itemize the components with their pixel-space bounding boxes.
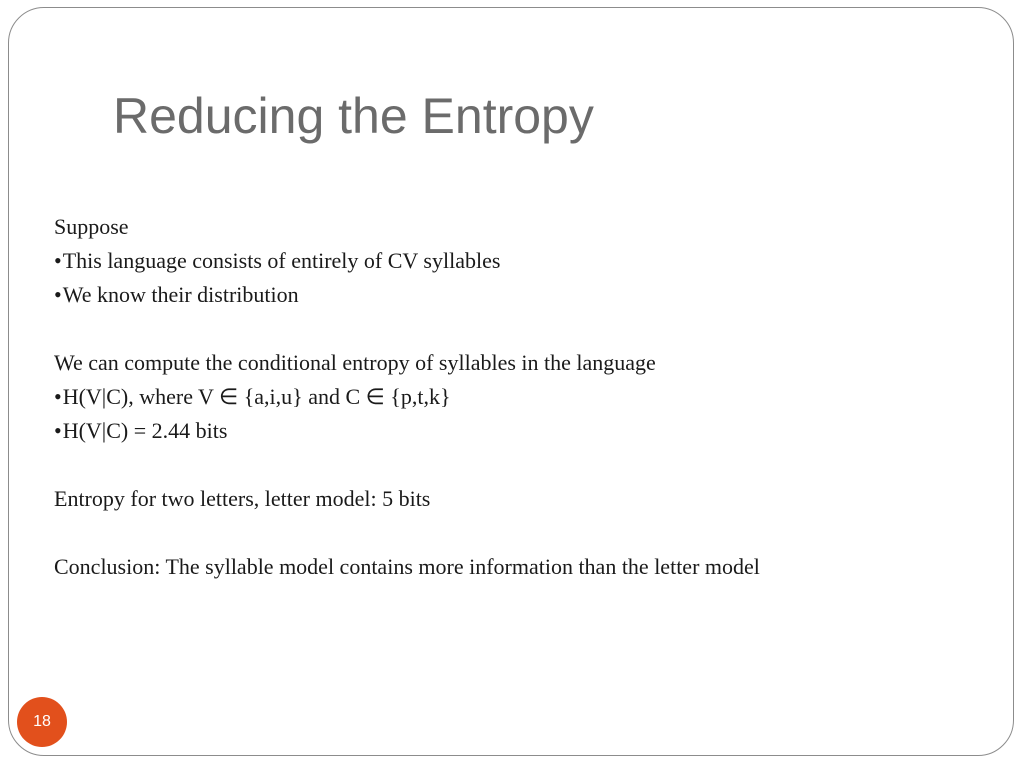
- bullet-item: [54, 244, 994, 278]
- bullet-text: This language consists of entirely of CV syllables: [62, 248, 501, 273]
- bullet-glyph: •: [54, 418, 62, 443]
- slide-body: [54, 210, 994, 584]
- bullet-glyph: •: [54, 248, 62, 273]
- spacer: [54, 516, 994, 550]
- spacer: [54, 312, 994, 346]
- bullet-text: We know their distribution: [62, 282, 299, 307]
- bullet-glyph: •: [54, 384, 62, 409]
- bullet-text: H(V|C), where V ∈ {a,i,u} and C ∈ {p,t,k}: [62, 384, 451, 409]
- bullet-item: [54, 414, 994, 448]
- bullet-glyph: •: [54, 282, 62, 307]
- conclusion-line: Conclusion: The syllable model contains more information than the letter model: [54, 554, 760, 579]
- intro-line: Suppose: [54, 214, 129, 239]
- letter-model-line: Entropy for two letters, letter model: 5 bits: [54, 486, 431, 511]
- bullet-item: [54, 278, 994, 312]
- bullet-text: H(V|C) = 2.44 bits: [62, 418, 228, 443]
- slide-title: Reducing the Entropy: [113, 88, 594, 144]
- bullet-item: [54, 380, 994, 414]
- page-number-badge: 18: [17, 697, 67, 747]
- spacer: [54, 448, 994, 482]
- compute-line: We can compute the conditional entropy of syllables in the language: [54, 350, 656, 375]
